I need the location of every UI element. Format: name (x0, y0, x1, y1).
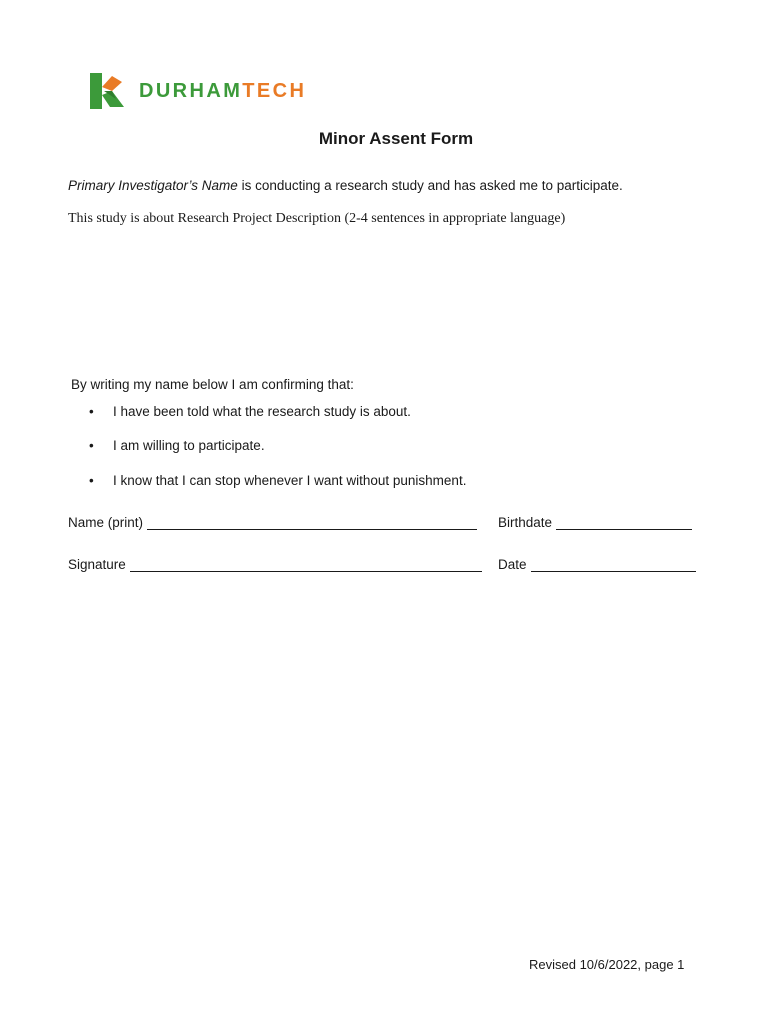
birthdate-field (498, 515, 692, 530)
name-print-line[interactable] (147, 515, 477, 530)
date-field (498, 557, 696, 572)
date-label: Date (498, 557, 527, 572)
confirm-heading: By writing my name below I am confirming that: (71, 377, 354, 392)
form-title: Minor Assent Form (318, 129, 474, 148)
name-print-field (68, 515, 477, 530)
bullet-icon: • (89, 404, 94, 419)
list-item (89, 473, 466, 488)
birthdate-line[interactable] (556, 515, 692, 530)
durham-tech-logo (90, 73, 306, 109)
list-item-text: I know that I can stop whenever I want without punishment. (113, 473, 467, 488)
study-description: This study is about Research Project Description (2-4 sentences in appropriate language) (68, 211, 566, 226)
logo-word-durham: DURHAM (139, 80, 243, 102)
list-item (89, 404, 411, 419)
logo-wordmark (139, 81, 306, 101)
revision-footer: Revised 10/6/2022, page 1 (529, 957, 685, 972)
signature-label: Signature (68, 557, 126, 572)
investigator-name-placeholder: Primary Investigator’s Name (68, 178, 238, 193)
list-item-text: I have been told what the research study is about. (113, 404, 411, 419)
bullet-icon: • (89, 473, 94, 488)
signature-field (68, 557, 482, 572)
birthdate-label: Birthdate (498, 515, 553, 530)
durham-tech-logo-icon (90, 73, 126, 109)
date-line[interactable] (531, 557, 696, 572)
signature-line[interactable] (130, 557, 482, 572)
list-item (89, 438, 265, 453)
list-item-text: I am willing to participate. (113, 438, 265, 453)
bullet-icon: • (89, 438, 94, 453)
intro-text: is conducting a research study and has asked me to participate. (237, 178, 623, 193)
intro-paragraph (68, 178, 623, 193)
name-print-label: Name (print) (68, 515, 144, 530)
logo-word-tech: TECH (242, 80, 307, 102)
